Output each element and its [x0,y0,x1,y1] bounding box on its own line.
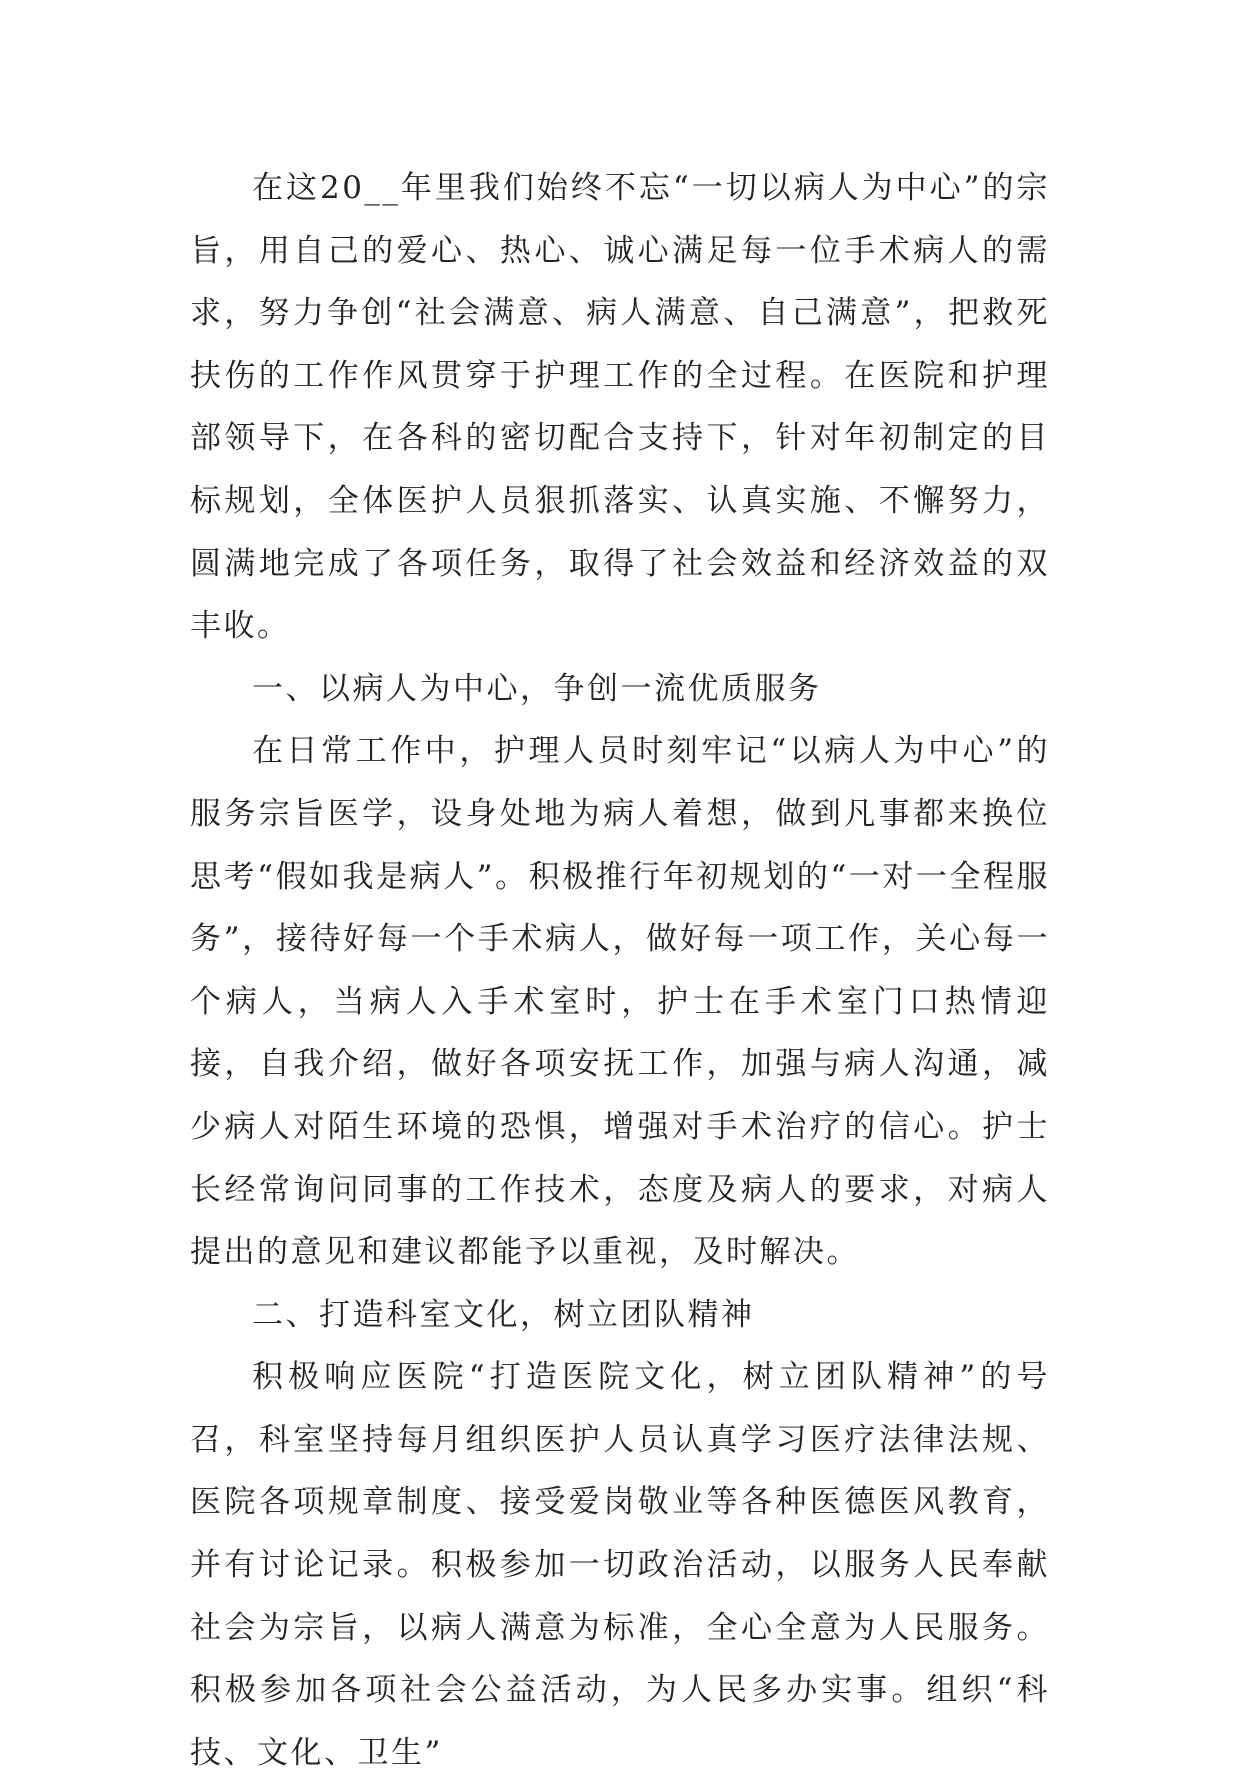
document-body [190,157,1050,1784]
section-heading-2: 二、打造科室文化，树立团队精神 [252,1296,755,1333]
paragraph-intro: 在这20__年里我们始终不忘“一切以病人为中心”的宗旨，用自己的爱心、热心、诚心满足每一位手术病人的需求，努力争创“社会满意、病人满意、自己满意”，把救死扶伤的工作作风贯穿于护理工作的全过程。在医院和护理部领导下，在各科的密切配合支持下，针对年初制定的目标规划，全体医护人员狠抓落实、认真实施、不懈努力，圆满地完成了各项任务，取得了社会效益和经济效益的双丰收。 [190,170,1050,645]
paragraph-section-1: 在日常工作中，护理人员时刻牢记“以病人为中心”的服务宗旨医学，设身处地为病人着想，做到凡事都来换位思考“假如我是病人”。积极推行年初规划的“一对一全程服务”，接待好每一个手术病人，做好每一项工作，关心每一个病人，当病人入手术室时，护士在手术室门口热情迎接，自我介绍，做好各项安抚工作，加强与病人沟通，减少病人对陌生环境的恐惧，增强对手术治疗的信心。护士长经常询问同事的工作技术，态度及病人的要求，对病人提出的意见和建议都能予以重视，及时解决。 [190,733,1050,1271]
paragraph-section-2: 积极响应医院“打造医院文化，树立团队精神”的号召，科室坚持每月组织医护人员认真学习医疗法律法规、医院各项规章制度、接受爱岗敬业等各种医德医风教育，并有讨论记录。积极参加一切政治活动，以服务人民奉献社会为宗旨，以病人满意为标准，全心全意为人民服务。积极参加各项社会公益活动，为人民多办实事。组织“科技、文化、卫生” [190,1359,1050,1771]
section-heading-1: 一、以病人为中心，争创一流优质服务 [252,670,822,707]
